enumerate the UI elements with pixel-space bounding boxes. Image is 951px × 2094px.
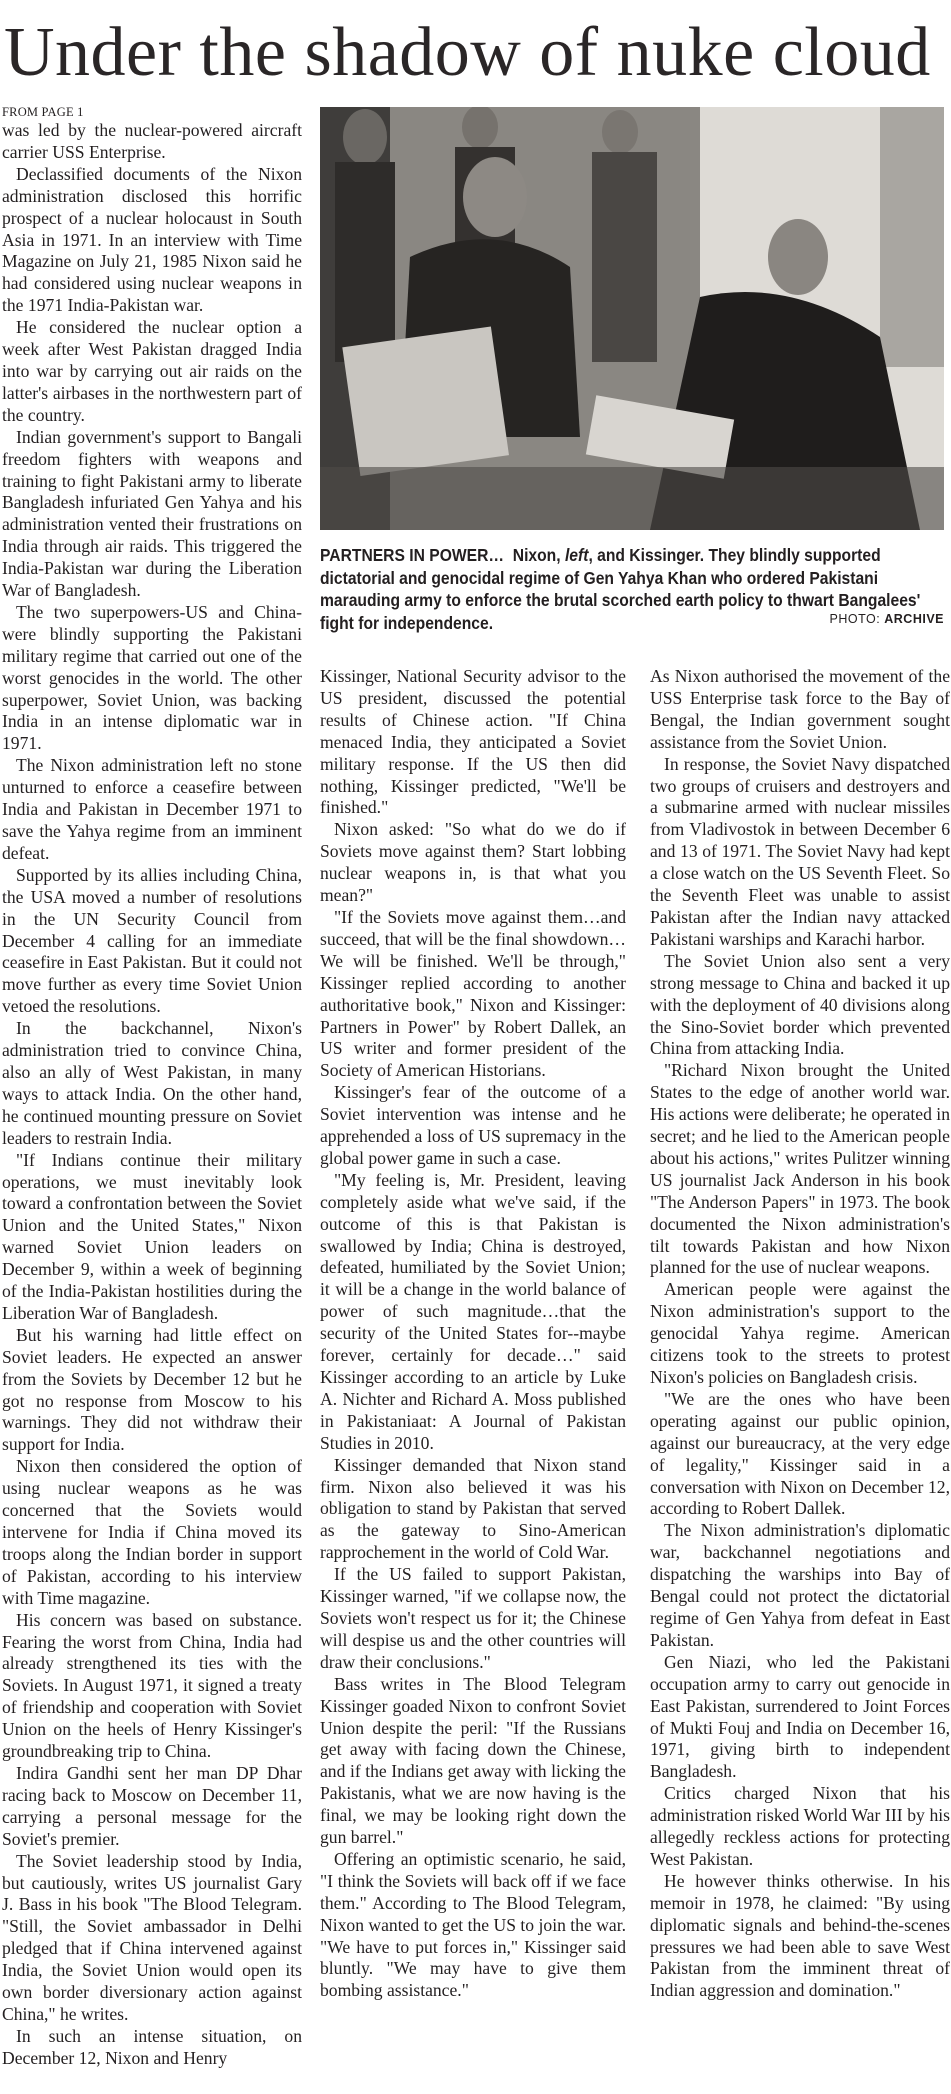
article-column-left bbox=[2, 104, 302, 2070]
caption-lead: PARTNERS IN POWER… bbox=[320, 545, 505, 565]
article-paragraph: Nixon then considered the option of using nuclear weapons as he was concerned that the Soviets would intervene for India if China moved its troops along the Indian border in support of Pakistan, according to his interview with Time magazine. bbox=[2, 1456, 302, 1608]
article-paragraph: "My feeling is, Mr. President, leaving completely aside what we've said, if the outcome of this is that Pakistan is swallowed by India; China is destroyed, defeated, humiliated by the Soviet Union; it will be a change in the world balance of power of such magnitude…that the security of the United States for--maybe forever, certainly for decade…" said Kissinger according to an article by Luke A. Nichter and Richard A. Moss published in Pakistaniaat: A Journal of Pakistan Studies in 2010. bbox=[320, 1169, 626, 1453]
from-page-label: FROM PAGE 1 bbox=[2, 105, 84, 119]
photo-credit-value: ARCHIVE bbox=[884, 612, 944, 626]
article-paragraph: In the backchannel, Nixon's administration tried to convince China, also an ally of West Pakistan, in many ways to attack India. On the other hand, he continued mounting pressure on Soviet leaders to restrain India. bbox=[2, 1018, 302, 1148]
article-paragraph: His concern was based on substance. Fearing the worst from China, India had already strengthened its ties with the Soviets. In August 1971, it signed a treaty of friendship and cooperation with Soviet Union on the heels of Henry Kissinger's groundbreaking trip to China. bbox=[2, 1609, 302, 1762]
article-paragraph: But his warning had little effect on Soviet leaders. He expected an answer from the Soviets by December 12 but he got no response from Moscow to his warnings. They did not withdraw their support for India. bbox=[2, 1324, 302, 1455]
article-paragraph: He considered the nuclear option a week after West Pakistan dragged India into war by carrying out air raids on the latter's airbases in the northwestern part of the country. bbox=[2, 317, 302, 425]
article-paragraph: Kissinger's fear of the outcome of a Soviet intervention was intense and he apprehended a loss of US supremacy in the global power game in such a case. bbox=[320, 1082, 626, 1168]
article-paragraph: Bass writes in The Blood Telegram Kissinger goaded Nixon to confront Soviet Union despite the peril: "If the Russians get away with facing down the Chinese, and if the Indians get away with licking the Pakistanis, what we are now having is the final, we may be looking right down the gun barrel." bbox=[320, 1673, 626, 1848]
photo-credit bbox=[830, 612, 944, 626]
article-paragraph: The Soviet Union also sent a very strong message to China and backed it up with the deployment of 40 divisions along the Sino-Soviet border which prevented China from attacking India. bbox=[650, 950, 950, 1059]
article-column-right bbox=[650, 666, 950, 2002]
article-paragraph: Offering an optimistic scenario, he said, "I think the Soviets will back off if we face them." According to The Blood Telegram, Nixon wanted to get the US to join the war. "We have to put forces in," Kissinger said bluntly. "We may have to give them bombing assistance." bbox=[320, 1848, 626, 2001]
article-paragraph: Kissinger demanded that Nixon stand firm. Nixon also believed it was his obligation to stand by Pakistan that served as the gateway to Sino-American rapprochement in the world of Cold War. bbox=[320, 1454, 626, 1563]
article-paragraph: "If Indians continue their military operations, we must inevitably look toward a confrontation between the Soviet Union and the United States," Nixon warned Soviet Union leaders on December 9, within a week of beginning of the India-Pakistan hostilities during the Liberation War of Bangladesh. bbox=[2, 1149, 302, 1323]
article-column-middle bbox=[320, 666, 626, 2002]
article-paragraph: was led by the nuclear-powered aircraft carrier USS Enterprise. bbox=[2, 120, 302, 162]
article-paragraph: "We are the ones who have been operating against our public opinion, against our bureaucracy, at the very edge of legality," Kissinger said in a conversation with Nixon on December 12, according to Robert Dallek. bbox=[650, 1388, 950, 1519]
article-paragraph: The Nixon administration's diplomatic war, backchannel negotiations and dispatching the warships into Bay of Bengal could not protect the dictatorial regime of Gen Yahya from defeat in East Pakistan. bbox=[650, 1520, 950, 1650]
article-paragraph: The Soviet leadership stood by India, but cautiously, writes US journalist Gary J. Bass in his book "The Blood Telegram. "Still, the Soviet ambassador in Delhi pledged that if China intervened against India, the Soviet Union would open its own border diversionary action against China," he writes. bbox=[2, 1850, 302, 2024]
article-paragraph: In response, the Soviet Navy dispatched two groups of cruisers and destroyers and a submarine armed with nuclear missiles from Vladivostok in between December 6 and 13 of 1971. The Soviet Navy had kept a close watch on the US Seventh Fleet. So the Seventh Fleet was unable to assist Pakistan after the Indian navy attacked Pakistani warships and Karachi harbor. bbox=[650, 753, 950, 949]
article-paragraph: The two superpowers-US and China-were blindly supporting the Pakistani military regime that carried out one of the worst genocides in the world. The other superpower, Soviet Union, was backing India in an intense diplomatic war in 1971. bbox=[2, 601, 302, 754]
article-paragraph: Nixon asked: "So what do we do if Soviets move against them? Start lobbing nuclear weapons in, is that what you mean?" bbox=[320, 819, 626, 906]
news-photo-nixon-kissinger bbox=[320, 107, 944, 530]
article-paragraph: He however thinks otherwise. In his memoir in 1978, he claimed: "By using diplomatic signals and behind-the-scenes pressures we had been able to save West Pakistan from the imminent threat of Indian aggression and domination." bbox=[650, 1870, 950, 2001]
article-paragraph: As Nixon authorised the movement of the USS Enterprise task force to the Bay of Bengal, the Indian government sought assistance from the Soviet Union. bbox=[650, 666, 950, 752]
photo-credit-label: PHOTO: bbox=[829, 612, 881, 626]
article-paragraph: American people were against the Nixon administration's support to the genocidal Yahya regime. American citizens took to the streets to protest Nixon's policies on Bangladesh crisis. bbox=[650, 1279, 950, 1387]
caption-text-2: , and Kissinger. They blindly supported dictatorial and genocidal regime of Gen Yahya Khan who ordered Pakistani marauding army to enforce the brutal scorched earth policy to thwart Bangalees' fight for independence. bbox=[320, 545, 921, 633]
article-paragraph: Critics charged Nixon that his administration risked World War III by his allegedly reckless actions for protecting West Pakistan. bbox=[650, 1783, 950, 1869]
article-paragraph: Gen Niazi, who led the Pakistani occupation army to carry out genocide in East Pakistan, surrendered to Joint Forces of Mukti Fouj and India on December 16, 1971, giving birth to independent Bangladesh. bbox=[650, 1651, 950, 1782]
article-paragraph: "If the Soviets move against them…and succeed, that will be the final showdown…We will be finished. We'll be through," Kissinger replied according to another authoritative book," Nixon and Kissinger: Partners in Power" by Robert Dallek, an US writer and former president of the Society of American Historians. bbox=[320, 906, 626, 1081]
caption-text-1: Nixon, bbox=[512, 545, 561, 565]
article-paragraph: Indian government's support to Bangali freedom fighters with weapons and training to fight Pakistani army to liberate Bangladesh infuriated Gen Yahya and his administration vented their frustrations on India through air raids. This triggered the India-Pakistan war during the Liberation War of Bangladesh. bbox=[2, 426, 302, 601]
article-paragraph: If the US failed to support Pakistan, Kissinger warned, "if we collapse now, the Soviets won't respect us for it; the Chinese will despise us and the other countries will draw their conclusions." bbox=[320, 1564, 626, 1672]
headline: Under the shadow of nuke cloud bbox=[4, 14, 931, 91]
article-paragraph: In such an intense situation, on December 12, Nixon and Henry bbox=[2, 2025, 302, 2068]
article-paragraph: Supported by its allies including China, the USA moved a number of resolutions in the UN Security Council from December 4 calling for an immediate ceasefire in East Pakistan. But it could not move further as every time Soviet Union vetoed the resolutions. bbox=[2, 864, 302, 1017]
article-paragraph: Declassified documents of the Nixon administration disclosed this horrific prospect of a nuclear holocaust in South Asia in 1971. In an interview with Time Magazine on July 21, 1985 Nixon said he had considered using nuclear weapons in the 1971 India-Pakistan war. bbox=[2, 163, 302, 316]
photo-illustration bbox=[320, 107, 944, 530]
article-paragraph: "Richard Nixon brought the United States to the edge of another world war. His actions were deliberate; he operated in secret; and he lied to the American people about his actions," writes Pulitzer winning US journalist Jack Anderson in his book "The Anderson Papers" in 1973. The book documented the Nixon administration's tilt towards Pakistan and how Nixon planned for the use of nuclear weapons. bbox=[650, 1060, 950, 1278]
article-paragraph: The Nixon administration left no stone unturned to enforce a ceasefire between India and Pakistan in December 1971 to save the Yahya regime from an imminent defeat. bbox=[2, 755, 302, 863]
caption-italic: left bbox=[564, 545, 589, 565]
article-paragraph: Indira Gandhi sent her man DP Dhar racing back to Moscow on December 11, carrying a personal message for the Soviet's premier. bbox=[2, 1762, 302, 1849]
article-paragraph: Kissinger, National Security advisor to the US president, discussed the potential results of Chinese action. "If China menaced India, they anticipated a Soviet military response. If the US then did nothing, Kissinger predicted, "We'll be finished." bbox=[320, 666, 626, 818]
